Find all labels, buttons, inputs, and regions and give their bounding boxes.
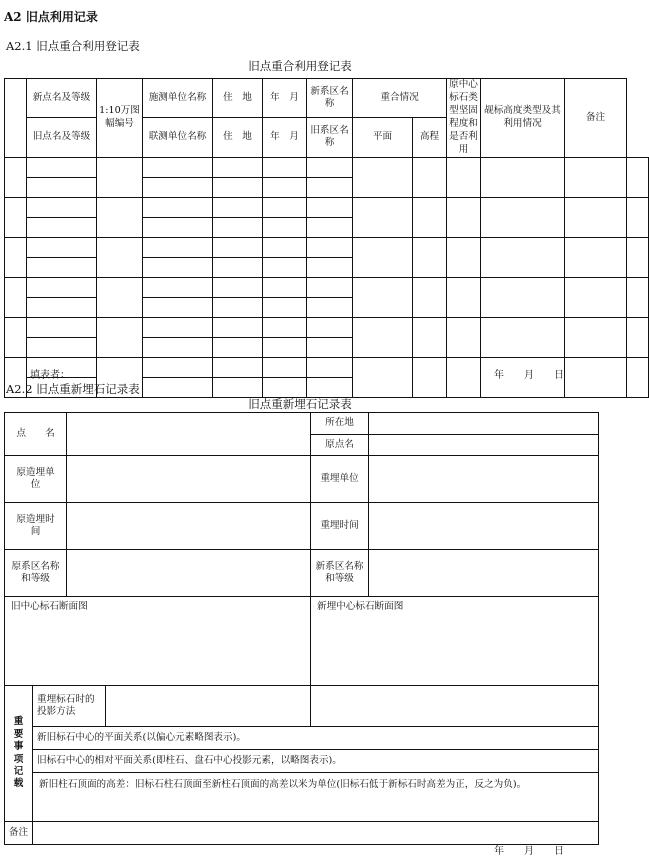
header-new-system: 新系区名称 <box>307 79 353 118</box>
entry-cell[interactable] <box>627 357 649 397</box>
label-original-time: 原造埋时 间 <box>5 503 67 550</box>
entry-cell[interactable] <box>263 237 307 257</box>
table1-title: 旧点重合利用登记表 <box>248 59 352 73</box>
relation-3[interactable]: 新旧柱石顶面的高差：旧标石柱石顶面至新柱石顶面的高差以米为单位(旧标石低于新标石时高差为正，反之为负)。 <box>33 773 599 822</box>
section-title: A2 旧点利用记录 <box>4 10 98 24</box>
entry-cell[interactable] <box>143 177 213 197</box>
entry-cell[interactable] <box>263 277 307 297</box>
entry-cell[interactable] <box>481 277 565 317</box>
entry-cell[interactable] <box>413 197 447 237</box>
value-original-unit[interactable] <box>67 456 311 503</box>
header-address-2: 住 地 <box>213 118 263 157</box>
entry-cell[interactable] <box>143 357 213 377</box>
entry-cell[interactable] <box>263 377 307 397</box>
entry-cell[interactable] <box>213 377 263 397</box>
entry-cell[interactable] <box>213 177 263 197</box>
label-note: 备注 <box>5 822 33 845</box>
entry-cell[interactable] <box>627 197 649 237</box>
label-original-unit: 原造埋单 位 <box>5 456 67 503</box>
entry-cell[interactable] <box>143 337 213 357</box>
relation-1[interactable]: 新旧标石中心的平面关系(以偏心元素略图表示)。 <box>33 727 599 750</box>
header-joint-unit: 联测单位名称 <box>143 118 213 157</box>
row-section-drawings <box>5 597 599 686</box>
entry-cell[interactable] <box>213 297 263 317</box>
entry-cell[interactable] <box>143 237 213 257</box>
entry-cell[interactable] <box>263 297 307 317</box>
value-location[interactable] <box>369 413 599 435</box>
entry-cell[interactable] <box>307 277 353 297</box>
header-row-1 <box>5 79 649 118</box>
entry-cell[interactable] <box>143 217 213 237</box>
entry-cell[interactable] <box>307 237 353 257</box>
entry-cell[interactable] <box>263 197 307 217</box>
entry-row <box>5 277 649 297</box>
filler-label: 填表者： <box>30 370 70 381</box>
entry-cell[interactable] <box>213 237 263 257</box>
entry-cell[interactable] <box>627 157 649 197</box>
entry-cell[interactable] <box>27 157 97 177</box>
label-rebury-time: 重埋时间 <box>311 503 369 550</box>
entry-cell[interactable] <box>565 157 627 197</box>
entry-cell[interactable] <box>447 277 481 317</box>
entry-cell[interactable] <box>263 337 307 357</box>
entry-cell[interactable] <box>213 317 263 337</box>
rebury-record-table <box>4 412 599 845</box>
entry-cell[interactable] <box>627 277 649 317</box>
entry-cell[interactable] <box>213 357 263 377</box>
entry-cell[interactable] <box>353 157 413 197</box>
row-relation-3 <box>5 773 599 822</box>
entry-cell[interactable] <box>97 157 143 197</box>
entry-cell[interactable] <box>307 157 353 177</box>
entry-cell[interactable] <box>213 257 263 277</box>
label-original-name: 原点名 <box>311 434 369 456</box>
blank-header-cell <box>5 79 27 158</box>
entry-cell[interactable] <box>263 357 307 377</box>
entry-cell[interactable] <box>565 317 627 357</box>
projection-label: 重埋标石时的投影方法 <box>33 686 106 726</box>
entry-cell[interactable] <box>353 277 413 317</box>
entry-cell[interactable] <box>413 357 447 397</box>
entry-cell[interactable] <box>565 277 627 317</box>
new-section-drawing[interactable]: 新埋中心标石断面图 <box>311 597 599 686</box>
header-old-point: 旧点名及等级 <box>27 118 97 157</box>
row-original-unit <box>5 456 599 503</box>
entry-cell[interactable] <box>27 317 97 337</box>
row-projection <box>5 686 599 727</box>
entry-cell[interactable] <box>143 377 213 397</box>
entry-cell[interactable] <box>413 317 447 357</box>
entry-cell[interactable] <box>97 317 143 357</box>
header-old-system: 旧系区名称 <box>307 118 353 157</box>
entry-cell[interactable] <box>143 277 213 297</box>
entry-cell[interactable] <box>143 197 213 217</box>
entry-cell[interactable] <box>97 197 143 237</box>
entry-cell[interactable] <box>27 177 97 197</box>
value-original-time[interactable] <box>67 503 311 550</box>
row-point-name <box>5 413 599 435</box>
entry-cell[interactable] <box>27 217 97 237</box>
entry-cell[interactable] <box>353 237 413 277</box>
header-note: 备注 <box>565 79 627 158</box>
entry-cell[interactable] <box>307 317 353 337</box>
old-section-drawing[interactable]: 旧中心标石断面图 <box>5 597 311 686</box>
entry-cell[interactable] <box>307 357 353 377</box>
entry-cell[interactable] <box>213 337 263 357</box>
entry-index-cell <box>5 317 27 357</box>
header-survey-unit: 施测单位名称 <box>143 79 213 118</box>
entry-cell[interactable] <box>447 357 481 397</box>
entry-cell[interactable] <box>307 197 353 217</box>
projection-value[interactable] <box>106 686 310 726</box>
row-relation-2 <box>5 750 599 773</box>
entry-cell[interactable] <box>213 157 263 177</box>
entry-cell[interactable] <box>481 317 565 357</box>
value-original-name[interactable] <box>369 434 599 456</box>
entry-cell[interactable] <box>27 337 97 357</box>
entry-cell[interactable] <box>143 297 213 317</box>
entry-cell[interactable] <box>413 237 447 277</box>
entry-cell[interactable] <box>413 157 447 197</box>
relation-2[interactable]: 旧标石中心的相对平面关系(即柱石、盘石中心投影元素，以略图表示)。 <box>33 750 599 773</box>
header-new-point: 新点名及等级 <box>27 79 97 118</box>
entry-cell[interactable] <box>307 257 353 277</box>
value-original-system[interactable] <box>67 550 311 597</box>
entry-cell[interactable] <box>627 317 649 357</box>
header-height: 高程 <box>413 118 447 157</box>
entry-cell[interactable] <box>307 337 353 357</box>
entry-cell[interactable] <box>307 177 353 197</box>
entry-index-cell <box>5 157 27 197</box>
entry-cell[interactable] <box>97 237 143 277</box>
entry-cell[interactable] <box>353 317 413 357</box>
entry-row <box>5 157 649 177</box>
entry-cell[interactable] <box>353 197 413 237</box>
entry-cell[interactable] <box>263 217 307 237</box>
entry-cell[interactable] <box>565 197 627 237</box>
entry-cell[interactable] <box>447 157 481 197</box>
entry-cell[interactable] <box>565 357 627 397</box>
entry-cell[interactable] <box>307 297 353 317</box>
value-rebury-time[interactable] <box>369 503 599 550</box>
important-label <box>5 686 33 822</box>
entry-cell[interactable] <box>447 197 481 237</box>
label-original-system: 原系区名称和等级 <box>5 550 67 597</box>
entry-cell[interactable] <box>481 157 565 197</box>
table2-title: 旧点重新埋石记录表 <box>248 397 352 411</box>
entry-cell[interactable] <box>27 257 97 277</box>
entry-cell[interactable] <box>143 317 213 337</box>
entry-index-cell <box>5 237 27 277</box>
header-center-mark: 原中心标石类型坚固程度和是否利用 <box>447 79 481 158</box>
entry-index-cell <box>5 197 27 237</box>
important-label-text: 重 要 事 项 记 载 <box>13 716 24 790</box>
entry-cell[interactable] <box>143 257 213 277</box>
row-relation-1 <box>5 727 599 750</box>
entry-cell[interactable] <box>481 197 565 237</box>
projection-cell <box>33 686 311 727</box>
value-point-name[interactable] <box>67 413 311 456</box>
header-plane: 平面 <box>353 118 413 157</box>
projection-value-wide[interactable] <box>311 686 599 727</box>
entry-cell[interactable] <box>143 157 213 177</box>
entry-cell[interactable] <box>213 277 263 297</box>
header-overlap: 重合情况 <box>353 79 447 118</box>
entry-cell[interactable] <box>481 237 565 277</box>
subsection-title-1: A2.1 旧点重合利用登记表 <box>6 39 140 53</box>
entry-cell[interactable] <box>413 277 447 317</box>
entry-cell[interactable] <box>447 317 481 357</box>
label-location: 所在地 <box>311 413 369 435</box>
table1-date: 年 月 日 <box>494 370 564 381</box>
entry-cell[interactable] <box>263 157 307 177</box>
value-rebury-unit[interactable] <box>369 456 599 503</box>
header-beacon: 觇标高度类型及其利用情况 <box>481 79 565 158</box>
entry-cell[interactable] <box>307 217 353 237</box>
overlap-register-table <box>4 78 649 398</box>
entry-cell[interactable] <box>353 357 413 397</box>
label-point-name: 点 名 <box>5 413 67 456</box>
entry-row <box>5 237 649 257</box>
entry-cell[interactable] <box>27 277 97 297</box>
entry-row <box>5 197 649 217</box>
header-map-sheet: 1:10万图幅编号 <box>97 79 143 158</box>
subsection-title-2: A2.2 旧点重新埋石记录表 <box>6 382 140 396</box>
label-rebury-unit: 重埋单位 <box>311 456 369 503</box>
entry-cell[interactable] <box>263 317 307 337</box>
entry-cell[interactable] <box>263 177 307 197</box>
entry-cell[interactable] <box>447 237 481 277</box>
entry-cell[interactable] <box>27 197 97 217</box>
table2-date: 年 月 日 <box>494 846 564 857</box>
entry-row <box>5 317 649 337</box>
label-new-system: 新系区名称和等级 <box>311 550 369 597</box>
value-new-system[interactable] <box>369 550 599 597</box>
row-system <box>5 550 599 597</box>
entry-cell[interactable] <box>627 237 649 277</box>
header-address-1: 住 地 <box>213 79 263 118</box>
entry-cell[interactable] <box>213 217 263 237</box>
entry-cell[interactable] <box>27 237 97 257</box>
entry-cell[interactable] <box>565 237 627 277</box>
entry-index-cell <box>5 277 27 317</box>
entry-cell[interactable] <box>307 377 353 397</box>
entry-cell[interactable] <box>97 277 143 317</box>
entry-cell[interactable] <box>263 257 307 277</box>
header-year-month-2: 年 月 <box>263 118 307 157</box>
row-original-time <box>5 503 599 550</box>
entry-cell[interactable] <box>27 297 97 317</box>
entry-cell[interactable] <box>213 197 263 217</box>
header-year-month-1: 年 月 <box>263 79 307 118</box>
